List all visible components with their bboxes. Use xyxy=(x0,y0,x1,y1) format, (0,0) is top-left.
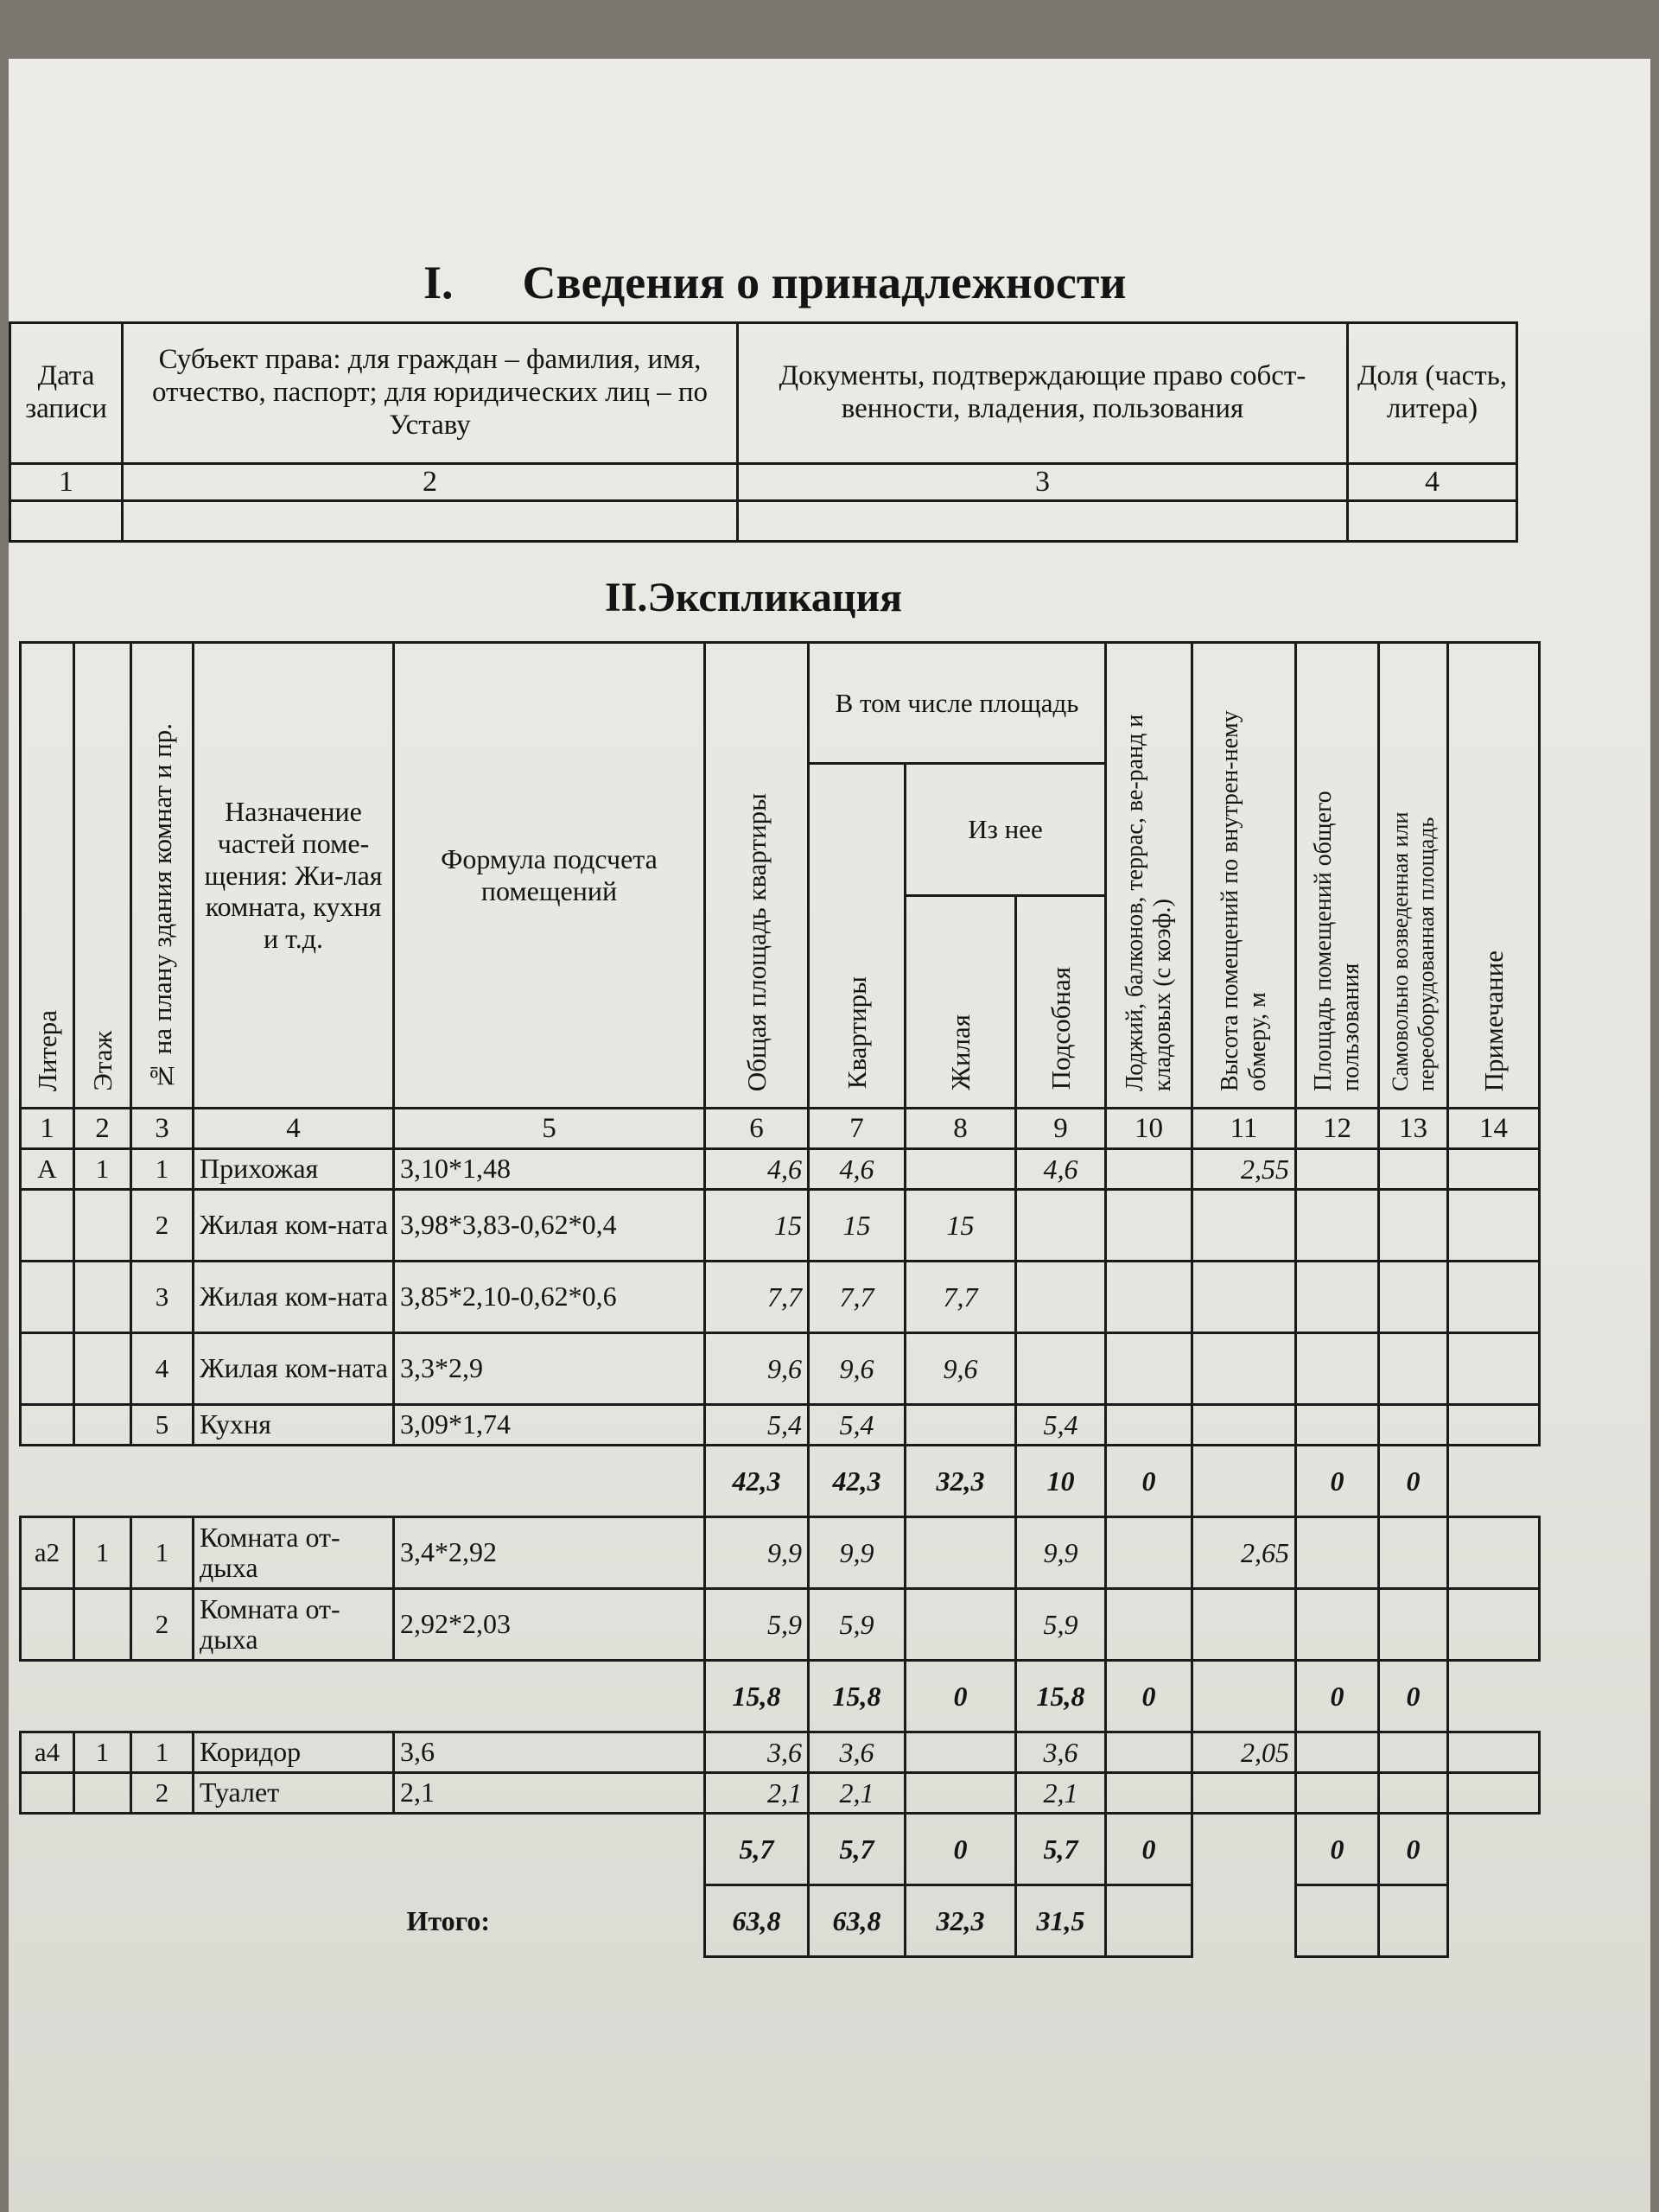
empty-cell xyxy=(1379,1773,1448,1814)
section1-title: Сведения о принадлежности xyxy=(522,257,1127,308)
subtotal-common: 0 xyxy=(1296,1446,1379,1517)
table-row xyxy=(21,1589,1540,1661)
empty-cell xyxy=(1296,1405,1379,1446)
col-number: 5 xyxy=(394,1109,705,1149)
total-row xyxy=(21,1885,1540,1957)
room-name: Прихожая xyxy=(194,1149,394,1190)
empty-cell xyxy=(1348,501,1517,542)
subtotal-auxiliary: 10 xyxy=(1016,1446,1106,1517)
header-samovolno: Самовольно возведенная или переоборудованная площадь xyxy=(1379,643,1448,1109)
room-name: Жилая ком-ната xyxy=(194,1262,394,1333)
empty-cell xyxy=(1296,1773,1379,1814)
header-obshaya: Общая площадь квартиры xyxy=(705,643,809,1109)
area-auxiliary xyxy=(1016,1262,1106,1333)
room-name: Комната от-дыха xyxy=(194,1589,394,1661)
header-subject: Субъект права: для граждан – фамилия, имя, отчество, паспорт; для юридических лиц – по Уставу xyxy=(123,323,738,464)
room-name: Комната от-дыха xyxy=(194,1517,394,1589)
header-podsobnaya: Подсобная xyxy=(1016,896,1106,1109)
empty-cell xyxy=(1106,1405,1192,1446)
room-height xyxy=(1192,1773,1296,1814)
subtotal-unauthorized: 0 xyxy=(1379,1661,1448,1732)
blank xyxy=(21,1446,705,1517)
col-number: 3 xyxy=(131,1109,194,1149)
room-number: 3 xyxy=(131,1262,194,1333)
table-row xyxy=(21,1517,1540,1589)
litera-cell: а4 xyxy=(21,1732,74,1773)
blank xyxy=(1448,1446,1540,1517)
area-total: 9,6 xyxy=(705,1333,809,1405)
room-height xyxy=(1192,1589,1296,1661)
empty-cell xyxy=(1379,1517,1448,1589)
header-iz-nee: Из нее xyxy=(906,764,1106,896)
room-height: 2,65 xyxy=(1192,1517,1296,1589)
header-primechanie: Примечание xyxy=(1448,643,1540,1109)
empty-cell xyxy=(738,501,1348,542)
room-number: 1 xyxy=(131,1149,194,1190)
area-living xyxy=(906,1732,1016,1773)
subtotal-apartment: 42,3 xyxy=(809,1446,906,1517)
col-number: 10 xyxy=(1106,1109,1192,1149)
room-formula: 3,10*1,48 xyxy=(394,1149,705,1190)
section1-roman: I. xyxy=(423,257,454,308)
empty-cell xyxy=(1296,1517,1379,1589)
empty-cell xyxy=(74,1333,131,1405)
col-number: 12 xyxy=(1296,1109,1379,1149)
table-row xyxy=(21,1262,1540,1333)
section1-heading xyxy=(423,256,1201,309)
subtotal-apartment: 5,7 xyxy=(809,1814,906,1885)
litera-cell: а2 xyxy=(21,1517,74,1589)
area-apartment: 15 xyxy=(809,1190,906,1262)
blank xyxy=(1192,1661,1296,1732)
area-living: 7,7 xyxy=(906,1262,1016,1333)
area-total: 9,9 xyxy=(705,1517,809,1589)
empty-cell xyxy=(74,1589,131,1661)
empty-cell xyxy=(1106,1149,1192,1190)
header-date: Дата записи xyxy=(10,323,123,464)
etazh-cell: 1 xyxy=(74,1517,131,1589)
empty-cell xyxy=(1448,1732,1540,1773)
subtotal-row xyxy=(21,1661,1540,1732)
litera-cell: А xyxy=(21,1149,74,1190)
empty-cell xyxy=(1448,1405,1540,1446)
subtotal-row xyxy=(21,1446,1540,1517)
area-auxiliary: 5,9 xyxy=(1016,1589,1106,1661)
empty-cell xyxy=(21,1589,74,1661)
blank xyxy=(21,1661,705,1732)
subtotal-unauthorized: 0 xyxy=(1379,1446,1448,1517)
header-vysota: Высота помещений по внутрен-нему обмеру, м xyxy=(1192,643,1296,1109)
room-formula: 3,3*2,9 xyxy=(394,1333,705,1405)
empty-cell xyxy=(1106,1885,1192,1957)
room-formula: 3,98*3,83-0,62*0,4 xyxy=(394,1190,705,1262)
blank xyxy=(21,1814,705,1885)
col-number: 14 xyxy=(1448,1109,1540,1149)
area-auxiliary xyxy=(1016,1190,1106,1262)
area-apartment: 5,9 xyxy=(809,1589,906,1661)
area-total: 7,7 xyxy=(705,1262,809,1333)
header-obshego-polzovaniya: Площадь помещений общего пользования xyxy=(1296,643,1379,1109)
total-auxiliary: 31,5 xyxy=(1016,1885,1106,1957)
subtotal-auxiliary: 15,8 xyxy=(1016,1661,1106,1732)
empty-cell xyxy=(1379,1732,1448,1773)
subtotal-auxiliary: 5,7 xyxy=(1016,1814,1106,1885)
area-living xyxy=(906,1773,1016,1814)
area-total: 5,4 xyxy=(705,1405,809,1446)
empty-cell xyxy=(1448,1517,1540,1589)
empty-cell xyxy=(1379,1405,1448,1446)
empty-cell xyxy=(74,1773,131,1814)
subtotal-living: 0 xyxy=(906,1814,1016,1885)
empty-cell xyxy=(21,1333,74,1405)
header-nomer: № на плану здания комнат и пр. xyxy=(131,643,194,1109)
subtotal-total: 15,8 xyxy=(705,1661,809,1732)
area-total: 5,9 xyxy=(705,1589,809,1661)
empty-cell xyxy=(1106,1262,1192,1333)
room-height xyxy=(1192,1333,1296,1405)
empty-cell xyxy=(1106,1190,1192,1262)
room-formula: 3,6 xyxy=(394,1732,705,1773)
header-formula: Формула подсчета помещений xyxy=(394,643,705,1109)
area-auxiliary: 4,6 xyxy=(1016,1149,1106,1190)
area-apartment: 7,7 xyxy=(809,1262,906,1333)
empty-cell xyxy=(74,1262,131,1333)
area-auxiliary: 9,9 xyxy=(1016,1517,1106,1589)
room-formula: 2,92*2,03 xyxy=(394,1589,705,1661)
room-number: 1 xyxy=(131,1732,194,1773)
area-total: 2,1 xyxy=(705,1773,809,1814)
room-height: 2,55 xyxy=(1192,1149,1296,1190)
room-height: 2,05 xyxy=(1192,1732,1296,1773)
empty-cell xyxy=(1296,1732,1379,1773)
area-total: 4,6 xyxy=(705,1149,809,1190)
empty-cell xyxy=(1379,1262,1448,1333)
etazh-cell: 1 xyxy=(74,1149,131,1190)
area-living xyxy=(906,1149,1016,1190)
col-number: 1 xyxy=(21,1109,74,1149)
col-number: 3 xyxy=(738,464,1348,501)
subtotal-common: 0 xyxy=(1296,1661,1379,1732)
room-name: Жилая ком-ната xyxy=(194,1333,394,1405)
explication-table xyxy=(19,641,1541,1958)
col-number: 4 xyxy=(1348,464,1517,501)
area-apartment: 5,4 xyxy=(809,1405,906,1446)
empty-cell xyxy=(123,501,738,542)
empty-cell xyxy=(1106,1773,1192,1814)
section2-title: II.Экспликация xyxy=(605,575,903,620)
header-v-tom-chisle: В том числе площадь xyxy=(809,643,1106,764)
empty-cell xyxy=(1448,1773,1540,1814)
empty-cell xyxy=(21,1405,74,1446)
empty-cell xyxy=(1296,1190,1379,1262)
room-height xyxy=(1192,1405,1296,1446)
etazh-cell: 1 xyxy=(74,1732,131,1773)
area-auxiliary: 3,6 xyxy=(1016,1732,1106,1773)
document-page xyxy=(9,59,1650,2212)
empty-cell xyxy=(1448,1262,1540,1333)
area-auxiliary xyxy=(1016,1333,1106,1405)
empty-cell xyxy=(21,1190,74,1262)
empty-cell xyxy=(21,1773,74,1814)
area-living xyxy=(906,1589,1016,1661)
area-auxiliary: 2,1 xyxy=(1016,1773,1106,1814)
area-apartment: 4,6 xyxy=(809,1149,906,1190)
col-number: 9 xyxy=(1016,1109,1106,1149)
room-formula: 3,85*2,10-0,62*0,6 xyxy=(394,1262,705,1333)
area-apartment: 2,1 xyxy=(809,1773,906,1814)
header-kvartiry: Квартиры xyxy=(809,764,906,1109)
subtotal-balconies: 0 xyxy=(1106,1814,1192,1885)
col-number: 6 xyxy=(705,1109,809,1149)
room-name: Жилая ком-ната xyxy=(194,1190,394,1262)
room-number: 2 xyxy=(131,1589,194,1661)
total-apartment: 63,8 xyxy=(809,1885,906,1957)
col-number: 1 xyxy=(10,464,123,501)
subtotal-apartment: 15,8 xyxy=(809,1661,906,1732)
room-number: 2 xyxy=(131,1773,194,1814)
subtotal-row xyxy=(21,1814,1540,1885)
table-row xyxy=(21,1333,1540,1405)
empty-cell xyxy=(1296,1149,1379,1190)
room-name: Туалет xyxy=(194,1773,394,1814)
room-number: 1 xyxy=(131,1517,194,1589)
empty-cell xyxy=(1448,1333,1540,1405)
table-row xyxy=(21,1773,1540,1814)
empty-cell xyxy=(1296,1262,1379,1333)
subtotal-living: 0 xyxy=(906,1661,1016,1732)
header-documents: Документы, подтверждающие право собст-венности, владения, пользования xyxy=(738,323,1348,464)
empty-cell xyxy=(1448,1589,1540,1661)
header-zhilaya: Жилая xyxy=(906,896,1016,1109)
table-row xyxy=(21,1732,1540,1773)
area-apartment: 9,9 xyxy=(809,1517,906,1589)
empty-cell xyxy=(21,1262,74,1333)
ownership-table xyxy=(9,321,1518,543)
room-number: 4 xyxy=(131,1333,194,1405)
empty-cell xyxy=(1106,1732,1192,1773)
room-number: 5 xyxy=(131,1405,194,1446)
area-living: 15 xyxy=(906,1190,1016,1262)
empty-cell xyxy=(1379,1885,1448,1957)
empty-cell xyxy=(1379,1149,1448,1190)
col-number: 8 xyxy=(906,1109,1016,1149)
empty-cell xyxy=(10,501,123,542)
total-living: 32,3 xyxy=(906,1885,1016,1957)
col-number: 2 xyxy=(74,1109,131,1149)
empty-cell xyxy=(1448,1190,1540,1262)
blank xyxy=(1448,1814,1540,1885)
room-height xyxy=(1192,1262,1296,1333)
empty-cell xyxy=(1379,1589,1448,1661)
area-auxiliary: 5,4 xyxy=(1016,1405,1106,1446)
empty-cell xyxy=(1106,1589,1192,1661)
area-living xyxy=(906,1405,1016,1446)
table-row xyxy=(21,1405,1540,1446)
area-total: 3,6 xyxy=(705,1732,809,1773)
area-living: 9,6 xyxy=(906,1333,1016,1405)
col-number: 7 xyxy=(809,1109,906,1149)
col-number: 4 xyxy=(194,1109,394,1149)
room-name: Коридор xyxy=(194,1732,394,1773)
room-formula: 3,4*2,92 xyxy=(394,1517,705,1589)
col-number: 11 xyxy=(1192,1109,1296,1149)
empty-cell xyxy=(1379,1190,1448,1262)
blank xyxy=(1192,1885,1296,1957)
area-apartment: 9,6 xyxy=(809,1333,906,1405)
header-litera: Литера xyxy=(21,643,74,1109)
table-row xyxy=(21,1149,1540,1190)
subtotal-balconies: 0 xyxy=(1106,1661,1192,1732)
area-total: 15 xyxy=(705,1190,809,1262)
blank xyxy=(1192,1814,1296,1885)
total-area: 63,8 xyxy=(705,1885,809,1957)
area-living xyxy=(906,1517,1016,1589)
header-etazh: Этаж xyxy=(74,643,131,1109)
subtotal-balconies: 0 xyxy=(1106,1446,1192,1517)
subtotal-common: 0 xyxy=(1296,1814,1379,1885)
subtotal-unauthorized: 0 xyxy=(1379,1814,1448,1885)
empty-cell xyxy=(1296,1885,1379,1957)
room-height xyxy=(1192,1190,1296,1262)
total-label: Итого: xyxy=(406,1904,491,1936)
header-lodzhii: Лоджий, балконов, террас, ве-ранд и кладовых (с коэф.) xyxy=(1106,643,1192,1109)
empty-cell xyxy=(1296,1333,1379,1405)
table-row xyxy=(21,1190,1540,1262)
room-number: 2 xyxy=(131,1190,194,1262)
empty-cell xyxy=(1106,1333,1192,1405)
room-formula: 2,1 xyxy=(394,1773,705,1814)
col-number: 2 xyxy=(123,464,738,501)
empty-cell xyxy=(74,1405,131,1446)
subtotal-living: 32,3 xyxy=(906,1446,1016,1517)
blank xyxy=(21,1885,194,1957)
empty-cell xyxy=(1106,1517,1192,1589)
area-apartment: 3,6 xyxy=(809,1732,906,1773)
col-number: 13 xyxy=(1379,1109,1448,1149)
blank xyxy=(1448,1661,1540,1732)
subtotal-total: 5,7 xyxy=(705,1814,809,1885)
header-share: Доля (часть, литера) xyxy=(1348,323,1517,464)
subtotal-total: 42,3 xyxy=(705,1446,809,1517)
empty-cell xyxy=(1296,1589,1379,1661)
blank xyxy=(1192,1446,1296,1517)
header-naznachenie: Назначение частей поме-щения: Жи-лая комната, кухня и т.д. xyxy=(194,643,394,1109)
empty-cell xyxy=(74,1190,131,1262)
empty-cell xyxy=(1379,1333,1448,1405)
blank xyxy=(1448,1885,1540,1957)
room-formula: 3,09*1,74 xyxy=(394,1405,705,1446)
empty-cell xyxy=(1448,1149,1540,1190)
room-name: Кухня xyxy=(194,1405,394,1446)
